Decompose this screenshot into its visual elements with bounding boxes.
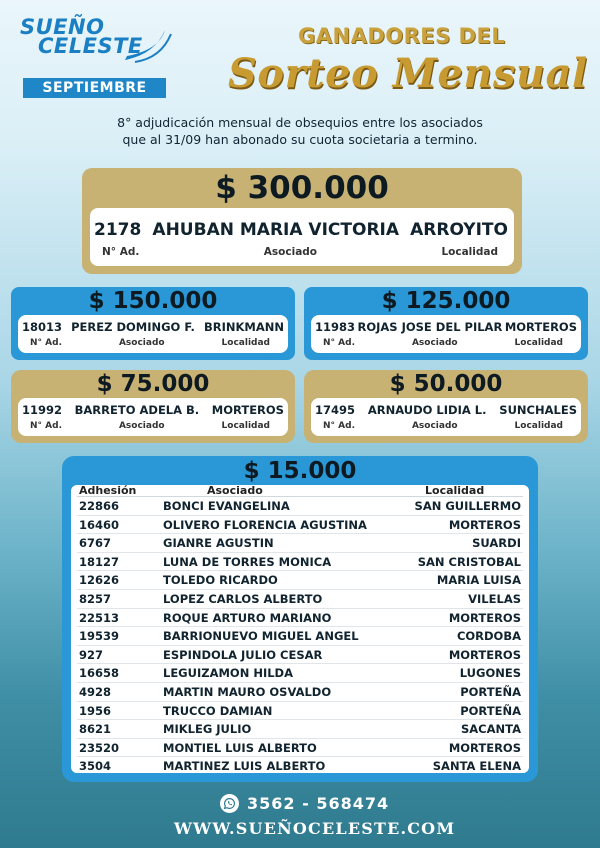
label-locality: Localidad	[441, 246, 498, 258]
table-header	[77, 485, 523, 497]
row-locality: CORDOBA	[456, 629, 521, 644]
row-locality: VILELAS	[468, 591, 521, 606]
row-number: 22866	[79, 499, 120, 513]
row-name: MARTIN MAURO OSVALDO	[163, 684, 332, 699]
row-number: 927	[79, 647, 104, 662]
label-number: N° Ad.	[323, 421, 355, 431]
row-locality: SUARDI	[472, 536, 521, 551]
prize-150-amount: $ 150.000	[88, 288, 218, 314]
prize-75-box	[11, 370, 295, 443]
table-row	[77, 553, 523, 572]
winner-locality: ARROYITO	[410, 220, 508, 240]
table-row	[77, 683, 523, 702]
table-body	[77, 497, 523, 776]
brand-logo	[20, 15, 170, 58]
website-link[interactable]: WWW.SUEÑOCELESTE.COM	[174, 819, 456, 838]
row-number: 12626	[79, 573, 120, 588]
table-row	[77, 664, 523, 683]
row-name: ROQUE ARTURO MARIANO	[163, 610, 332, 625]
winner-name: BARRETO ADELA B.	[74, 403, 200, 417]
row-name: MONTIEL LUIS ALBERTO	[163, 740, 317, 755]
row-name: TOLEDO RICARDO	[163, 573, 278, 588]
label-number: N° Ad.	[30, 421, 62, 431]
row-number: 18127	[79, 554, 120, 569]
row-name: LEGUIZAMON HILDA	[163, 666, 294, 681]
row-locality: SAN GUILLERMO	[414, 499, 521, 513]
row-name: BONCI EVANGELINA	[163, 499, 290, 513]
row-number: 16658	[79, 666, 120, 681]
prize-125-panel	[311, 315, 581, 353]
row-name: MARTINEZ LUIS ALBERTO	[163, 759, 326, 774]
prize-15-amount: $ 15.000	[243, 458, 357, 484]
prize-15-box	[62, 456, 538, 782]
table-row	[77, 720, 523, 739]
label-associate: Asociado	[411, 338, 458, 348]
label-locality: Localidad	[221, 338, 270, 348]
label-locality: Localidad	[514, 421, 563, 431]
row-number: 8257	[79, 591, 112, 606]
winners-table	[71, 485, 529, 773]
row-name: TRUCCO DAMIAN	[163, 703, 273, 718]
row-locality: SACANTA	[461, 722, 521, 737]
table-row	[77, 702, 523, 721]
table-row	[77, 646, 523, 665]
row-name: OLIVERO FLORENCIA AGUSTINA	[163, 517, 367, 532]
label-associate: Asociado	[263, 246, 318, 258]
label-locality: Localidad	[514, 338, 563, 348]
row-number: 8621	[79, 722, 112, 737]
winner-name: PEREZ DOMINGO F.	[71, 320, 195, 334]
row-number: 6767	[79, 536, 112, 551]
row-number: 22513	[79, 610, 120, 625]
table-row	[77, 739, 523, 758]
moon-swoosh-icon	[115, 24, 175, 64]
row-name: ESPINDOLA JULIO CESAR	[163, 647, 323, 662]
row-name: LOPEZ CARLOS ALBERTO	[163, 591, 323, 606]
winner-locality: MORTEROS	[504, 320, 577, 334]
row-locality: MARIA LUISA	[436, 573, 521, 588]
prize-125-box	[304, 287, 588, 360]
row-locality: SANTA ELENA	[432, 759, 521, 774]
prize-50-amount: $ 50.000	[389, 371, 503, 397]
label-number: N° Ad.	[30, 338, 62, 348]
intro-text	[60, 114, 540, 148]
winner-number: 11992	[22, 403, 63, 417]
prize-150-panel	[18, 315, 288, 353]
row-locality: MORTEROS	[448, 740, 521, 755]
winner-locality: SUNCHALES	[499, 403, 577, 417]
label-associate: Asociado	[118, 338, 165, 348]
row-number: 4928	[79, 684, 112, 699]
label-associate: Asociado	[118, 421, 165, 431]
row-locality: LUGONES	[459, 666, 521, 681]
row-name: BARRIONUEVO MIGUEL ANGEL	[163, 629, 359, 644]
row-number: 1956	[79, 703, 112, 718]
table-row	[77, 590, 523, 609]
winner-name: ARNAUDO LIDIA L.	[367, 403, 487, 417]
row-locality: MORTEROS	[448, 610, 521, 625]
label-locality: Localidad	[221, 421, 270, 431]
footer-phone[interactable]	[220, 794, 389, 813]
winner-number: 11983	[315, 320, 356, 334]
prize-main-panel	[90, 208, 514, 266]
winner-number: 17495	[315, 403, 356, 417]
winner-name: AHUBAN MARIA VICTORIA	[152, 220, 400, 240]
row-locality: PORTEÑA	[460, 684, 521, 699]
winner-locality: BRINKMANN	[203, 320, 284, 334]
table-row	[77, 627, 523, 646]
label-associate: Asociado	[411, 421, 458, 431]
winner-locality: MORTEROS	[211, 403, 284, 417]
intro-line2: que al 31/09 han abonado su cuota societaria a termino.	[122, 132, 478, 147]
month-badge: SEPTIEMBRE	[23, 78, 166, 98]
title-top: GANADORES DEL	[298, 24, 506, 48]
title-main: Sorteo Mensual	[228, 50, 588, 97]
table-row	[77, 534, 523, 553]
row-locality: MORTEROS	[448, 517, 521, 532]
table-row	[77, 497, 523, 516]
row-locality: PORTEÑA	[460, 703, 521, 718]
row-number: 19539	[79, 629, 120, 644]
phone-number: 3562 - 568474	[247, 794, 390, 813]
prize-75-panel	[18, 398, 288, 436]
prize-125-amount: $ 125.000	[381, 288, 511, 314]
row-locality: SAN CRISTOBAL	[417, 554, 521, 569]
table-row	[77, 757, 523, 776]
prize-main-amount: $ 300.000	[215, 170, 389, 206]
prize-main-box	[82, 168, 522, 274]
row-name: GIANRE AGUSTIN	[163, 536, 274, 551]
table-row	[77, 516, 523, 535]
whatsapp-icon	[220, 794, 239, 813]
prize-75-amount: $ 75.000	[96, 371, 210, 397]
header-number: Adhesión	[79, 484, 137, 497]
brand-line2: CELESTE	[38, 34, 143, 58]
header-associate: Asociado	[207, 484, 263, 497]
header-locality: Localidad	[425, 484, 485, 497]
label-number: N° Ad.	[323, 338, 355, 348]
winner-number: 18013	[22, 320, 63, 334]
prize-50-panel	[311, 398, 581, 436]
row-locality: MORTEROS	[448, 647, 521, 662]
table-row	[77, 571, 523, 590]
intro-line1: 8° adjudicación mensual de obsequios entre los asociados	[117, 115, 483, 130]
row-name: MIKLEG JULIO	[163, 722, 252, 737]
winner-name: ROJAS JOSE DEL PILAR	[357, 320, 503, 334]
label-number: N° Ad.	[102, 246, 140, 258]
prize-150-box	[11, 287, 295, 360]
brand-line1: SUEÑO	[20, 15, 105, 39]
row-name: LUNA DE TORRES MONICA	[163, 554, 332, 569]
row-number: 3504	[79, 759, 112, 774]
row-number: 23520	[79, 740, 120, 755]
winner-number: 2178	[94, 220, 142, 240]
row-number: 16460	[79, 517, 120, 532]
table-row	[77, 609, 523, 628]
prize-50-box	[304, 370, 588, 443]
